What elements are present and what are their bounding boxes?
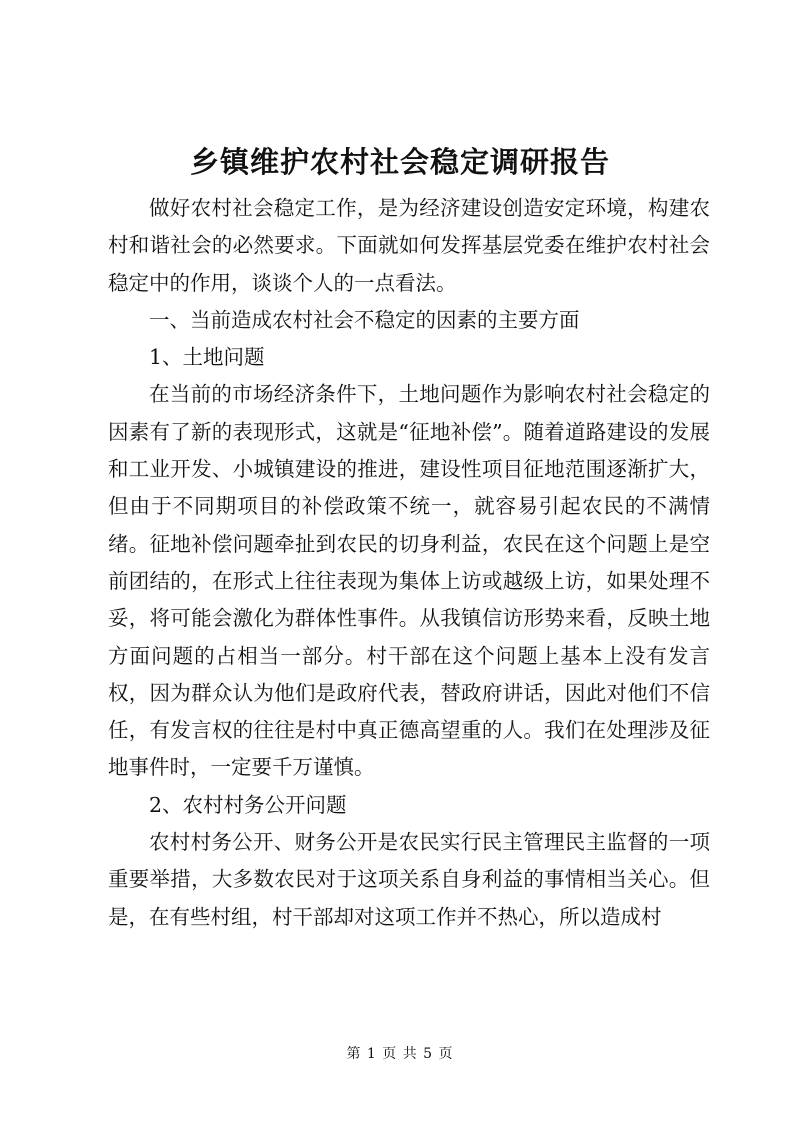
intro-paragraph: 做好农村社会稳定工作，是为经济建设创造安定环境，构建农村和谐社会的必然要求。下面就如何发挥基层党委在维护农村社会稳定中的作用，谈谈个人的一点看法。 [108, 196, 710, 295]
subsection-heading-land: 1、土地问题 [149, 345, 265, 370]
village-affairs-paragraph: 农村村务公开、财务公开是农民实行民主管理民主监督的一项重要举措，大多数农民对于这项关系自身利益的事情相当关心。但是，在有些村组，村干部却对这项工作并不热心，所以造成村 [108, 830, 710, 929]
page-number-footer: 第 1 页 共 5 页 [346, 1046, 454, 1062]
section-heading-1: 一、当前造成农村社会不稳定的因素的主要方面 [149, 307, 580, 332]
document-title: 乡镇维护农村社会稳定调研报告 [189, 145, 610, 179]
subsection-heading-village-affairs: 2、农村村务公开问题 [149, 792, 347, 817]
land-issue-paragraph: 在当前的市场经济条件下，土地问题作为影响农村社会稳定的因素有了新的表现形式，这就是“征地补偿”。随着道路建设的发展和工业开发、小城镇建设的推进，建设性项目征地范围逐渐扩大，但由于不同期项目的补偿政策不统一，就容易引起农民的不满情绪。征地补偿问题牵扯到农民的切身利益，农民在这个问题上是空前团结的，在形式上往往表现为集体上访或越级上访，如果处理不妥，将可能会激化为群体性事件。从我镇信访形势来看，反映土地方面问题的占相当一部分。村干部在这个问题上基本上没有发言权，因为群众认为他们是政府代表，替政府讲话，因此对他们不信任，有发言权的往往是村中真正德高望重的人。我们在处理涉及征地事件时，一定要千万谨慎。 [108, 382, 710, 780]
document-body [108, 190, 710, 936]
